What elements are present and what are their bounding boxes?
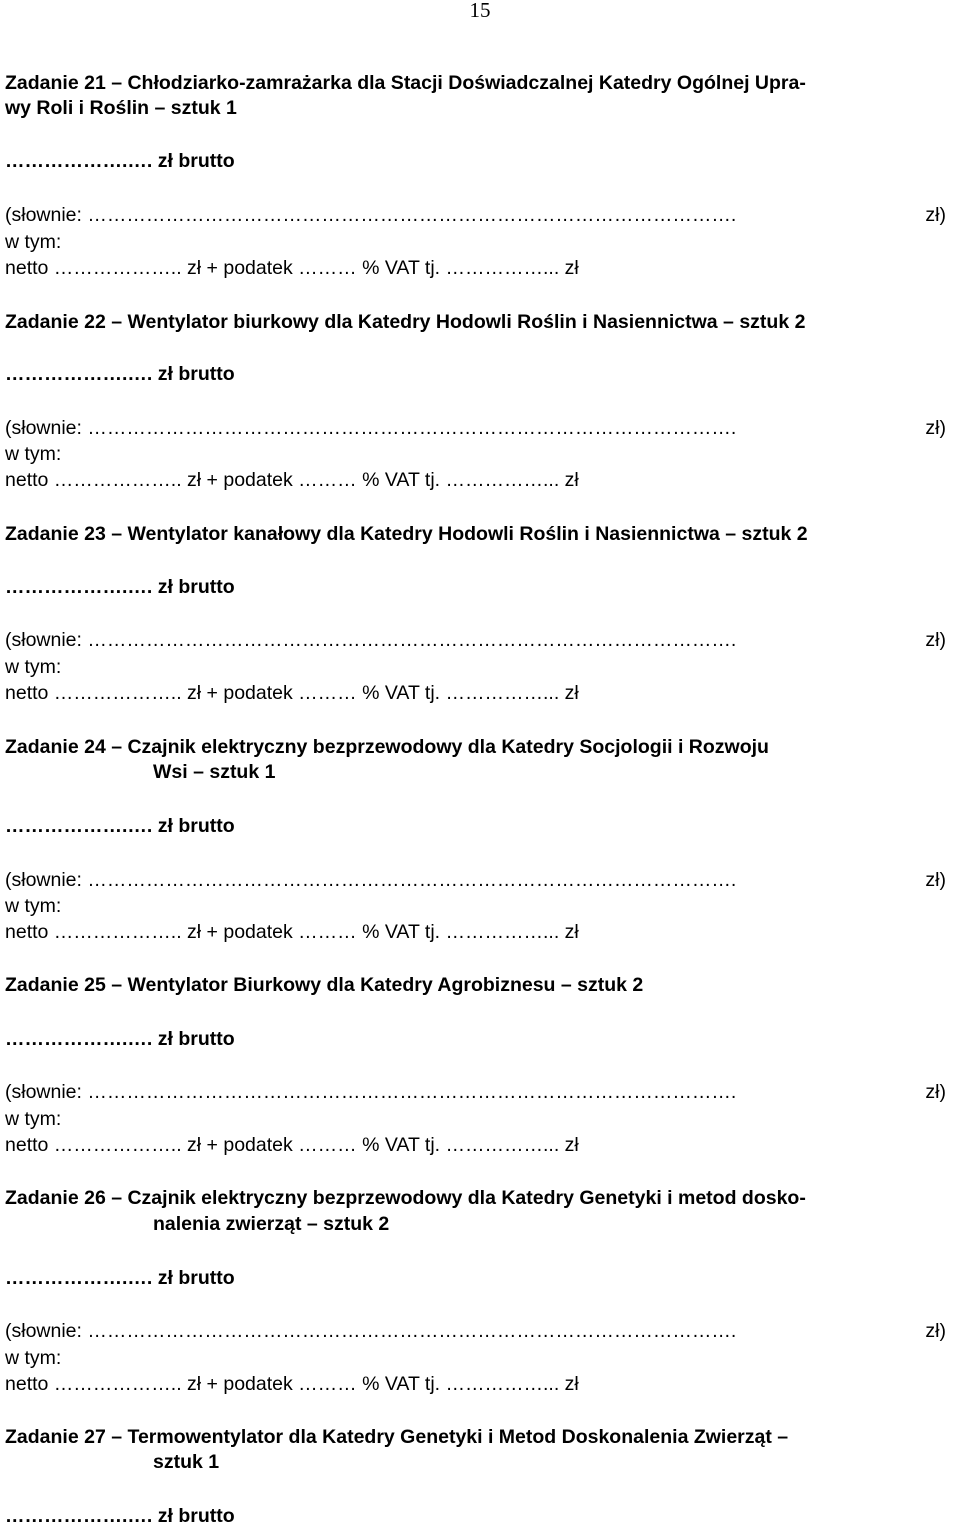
netto-line: netto ……………….. zł + podatek ……… % VAT tj. ……………... zł	[5, 921, 579, 943]
slownie-close: zł)	[925, 204, 946, 226]
netto-line: netto ……………….. zł + podatek ……… % VAT tj. ……………... zł	[5, 1373, 579, 1395]
task-title: Zadanie 21 – Chłodziarko-zamrażarka dla Stacji Doświadczalnej Katedry Ogólnej Upra-	[5, 72, 806, 94]
task-title-cont: nalenia zwierząt – sztuk 2	[153, 1213, 390, 1235]
slownie-close: zł)	[925, 629, 946, 651]
slownie-line: (słownie: ……………………………………………………………………………………….	[5, 204, 737, 226]
brutto-line: ……………….…. zł brutto	[5, 1267, 235, 1289]
slownie-line: (słownie: ……………………………………………………………………………………….	[5, 417, 737, 439]
slownie-line: (słownie: ……………………………………………………………………………………….	[5, 1081, 737, 1103]
page-number: 15	[469, 0, 491, 22]
slownie-line: (słownie: ……………………………………………………………………………………….	[5, 629, 737, 651]
w-tym-label: w tym:	[5, 231, 62, 253]
netto-line: netto ……………….. zł + podatek ……… % VAT tj. ……………... zł	[5, 1134, 579, 1156]
slownie-line: (słownie: ……………………………………………………………………………………….	[5, 1320, 737, 1342]
brutto-line: ……………….…. zł brutto	[5, 815, 235, 837]
slownie-close: zł)	[925, 417, 946, 439]
task-title: Zadanie 26 – Czajnik elektryczny bezprzewodowy dla Katedry Genetyki i metod dosko-	[5, 1187, 806, 1209]
task-title-cont: sztuk 1	[153, 1451, 220, 1473]
netto-line: netto ……………….. zł + podatek ……… % VAT tj. ……………... zł	[5, 257, 579, 279]
w-tym-label: w tym:	[5, 1108, 62, 1130]
brutto-line: ……………….…. zł brutto	[5, 150, 235, 172]
task-title: Zadanie 22 – Wentylator biurkowy dla Katedry Hodowli Roślin i Nasiennictwa – sztuk 2	[5, 311, 806, 333]
brutto-line: ……………….…. zł brutto	[5, 363, 235, 385]
brutto-line: ……………….…. zł brutto	[5, 1028, 235, 1050]
brutto-line: ……………….…. zł brutto	[5, 1505, 235, 1527]
netto-line: netto ……………….. zł + podatek ……… % VAT tj. ……………... zł	[5, 469, 579, 491]
task-title-cont: Wsi – sztuk 1	[153, 761, 276, 783]
slownie-line: (słownie: ……………………………………………………………………………………….	[5, 869, 737, 891]
task-title: Zadanie 27 – Termowentylator dla Katedry Genetyki i Metod Doskonalenia Zwierząt –	[5, 1426, 789, 1448]
netto-line: netto ……………….. zł + podatek ……… % VAT tj. ……………... zł	[5, 682, 579, 704]
w-tym-label: w tym:	[5, 443, 62, 465]
w-tym-label: w tym:	[5, 656, 62, 678]
task-title: Zadanie 25 – Wentylator Biurkowy dla Katedry Agrobiznesu – sztuk 2	[5, 974, 644, 996]
task-title: Zadanie 24 – Czajnik elektryczny bezprzewodowy dla Katedry Socjologii i Rozwoju	[5, 736, 769, 758]
slownie-close: zł)	[925, 869, 946, 891]
slownie-close: zł)	[925, 1320, 946, 1342]
slownie-close: zł)	[925, 1081, 946, 1103]
brutto-line: ……………….…. zł brutto	[5, 576, 235, 598]
task-title: Zadanie 23 – Wentylator kanałowy dla Katedry Hodowli Roślin i Nasiennictwa – sztuk 2	[5, 523, 808, 545]
w-tym-label: w tym:	[5, 895, 62, 917]
w-tym-label: w tym:	[5, 1347, 62, 1369]
task-title-cont: wy Roli i Roślin – sztuk 1	[5, 97, 237, 119]
